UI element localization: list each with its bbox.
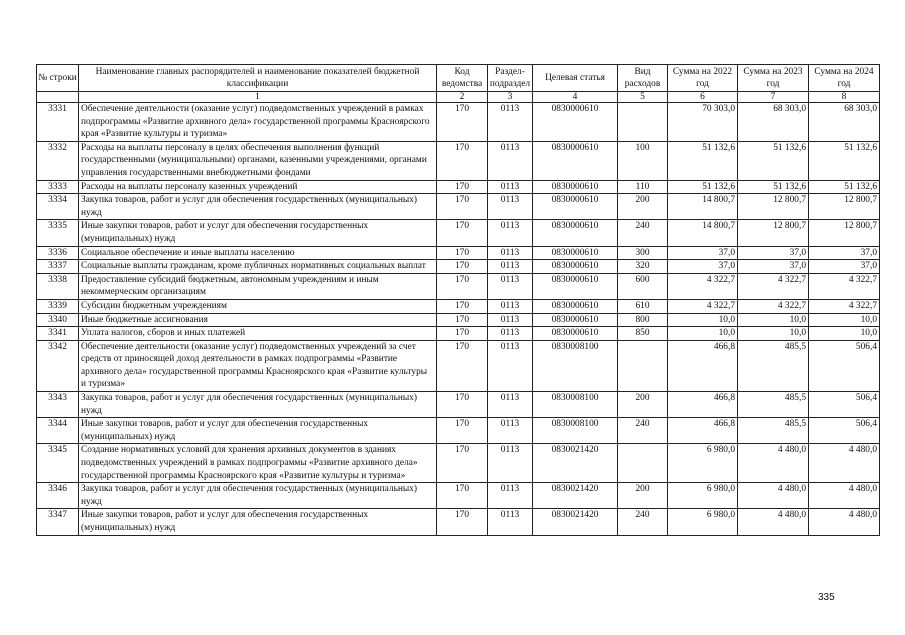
row-sum-2023: 485,5	[738, 418, 809, 444]
page-number: 335	[818, 592, 835, 603]
row-sum-2024: 12 800,7	[809, 194, 880, 220]
row-name: Расходы на выплаты персоналу в целях обеспечения выполнения функций государственными (муниципальными) органами, казенными учреждениями, органами управления государственными внебюджетными фондами	[79, 141, 437, 180]
row-target-article: 0830000610	[533, 327, 618, 341]
row-ved-code: 170	[437, 194, 488, 220]
header-cel: Целевая статья	[533, 65, 618, 92]
row-ved-code: 170	[437, 141, 488, 180]
row-section-code: 0113	[488, 220, 533, 246]
row-sum-2022: 51 132,6	[668, 180, 738, 194]
row-sum-2022: 4 322,7	[668, 273, 738, 299]
row-sum-2024: 10,0	[809, 313, 880, 327]
header-razd: Раздел-подраздел	[488, 65, 533, 92]
row-sum-2022: 10,0	[668, 327, 738, 341]
row-ved-code: 170	[437, 483, 488, 509]
column-number: 1	[79, 92, 437, 103]
row-target-article: 0830000610	[533, 246, 618, 260]
row-sum-2022: 6 980,0	[668, 444, 738, 483]
row-sum-2023: 51 132,6	[738, 180, 809, 194]
row-ved-code: 170	[437, 180, 488, 194]
row-number: 3347	[37, 509, 79, 535]
row-target-article: 0830000610	[533, 141, 618, 180]
row-sum-2024: 4 480,0	[809, 444, 880, 483]
column-number: 7	[738, 92, 809, 103]
row-sum-2022: 37,0	[668, 246, 738, 260]
row-section-code: 0113	[488, 103, 533, 142]
row-sum-2023: 485,5	[738, 392, 809, 418]
column-number	[37, 92, 79, 103]
row-sum-2024: 10,0	[809, 327, 880, 341]
table-row	[37, 418, 880, 444]
row-name: Социальные выплаты гражданам, кроме публичных нормативных социальных выплат	[79, 260, 437, 274]
row-sum-2024: 4 322,7	[809, 299, 880, 313]
table-row	[37, 483, 880, 509]
table-row	[37, 141, 880, 180]
row-sum-2022: 14 800,7	[668, 220, 738, 246]
row-expense-type: 240	[618, 418, 668, 444]
table-body	[37, 103, 880, 536]
table-row	[37, 220, 880, 246]
row-ved-code: 170	[437, 444, 488, 483]
row-sum-2022: 6 980,0	[668, 483, 738, 509]
row-name: Обеспечение деятельности (оказание услуг) подведомственных учреждений за счет средств от приносящей доход деятельности в рамках подпрограммы «Развитие архивного дела» государственной программы Красноярского края «Развитие культуры и туризма»	[79, 340, 437, 391]
row-sum-2022: 466,8	[668, 418, 738, 444]
row-section-code: 0113	[488, 418, 533, 444]
column-number-row	[37, 92, 880, 103]
row-sum-2024: 51 132,6	[809, 180, 880, 194]
row-sum-2022: 466,8	[668, 392, 738, 418]
row-sum-2022: 6 980,0	[668, 509, 738, 535]
row-expense-type: 240	[618, 509, 668, 535]
row-expense-type: 600	[618, 273, 668, 299]
row-number: 3344	[37, 418, 79, 444]
table-row	[37, 194, 880, 220]
row-ved-code: 170	[437, 313, 488, 327]
row-expense-type: 320	[618, 260, 668, 274]
table-row	[37, 103, 880, 142]
row-target-article: 0830021420	[533, 483, 618, 509]
row-ved-code: 170	[437, 103, 488, 142]
row-sum-2023: 12 800,7	[738, 220, 809, 246]
row-expense-type: 300	[618, 246, 668, 260]
row-ved-code: 170	[437, 246, 488, 260]
row-name: Предоставление субсидий бюджетным, автономным учреждениям и иным некоммерческим организациям	[79, 273, 437, 299]
row-sum-2024: 4 480,0	[809, 509, 880, 535]
row-ved-code: 170	[437, 392, 488, 418]
row-sum-2022: 466,8	[668, 340, 738, 391]
row-sum-2022: 10,0	[668, 313, 738, 327]
row-number: 3336	[37, 246, 79, 260]
header-vid: Вид расходов	[618, 65, 668, 92]
column-number: 8	[809, 92, 880, 103]
row-sum-2024: 506,4	[809, 418, 880, 444]
row-expense-type: 100	[618, 141, 668, 180]
row-name: Иные закупки товаров, работ и услуг для обеспечения государственных (муниципальных) нужд	[79, 220, 437, 246]
column-number: 3	[488, 92, 533, 103]
row-name: Создание нормативных условий для хранения архивных документов в зданиях подведомственных учреждений в рамках подпрограммы «Развитие архивного дела» государственной программы Красноярского края «Развитие культуры и туризма»	[79, 444, 437, 483]
row-sum-2024: 37,0	[809, 260, 880, 274]
row-sum-2023: 12 800,7	[738, 194, 809, 220]
row-sum-2023: 4 322,7	[738, 299, 809, 313]
table-header	[37, 65, 880, 103]
row-expense-type: 800	[618, 313, 668, 327]
row-number: 3331	[37, 103, 79, 142]
row-section-code: 0113	[488, 273, 533, 299]
row-target-article: 0830000610	[533, 103, 618, 142]
row-section-code: 0113	[488, 141, 533, 180]
header-sum-2023: Сумма на 2023 год	[738, 65, 809, 92]
row-sum-2023: 10,0	[738, 313, 809, 327]
row-sum-2023: 10,0	[738, 327, 809, 341]
row-sum-2024: 4 480,0	[809, 483, 880, 509]
row-number: 3332	[37, 141, 79, 180]
row-name: Закупка товаров, работ и услуг для обеспечения государственных (муниципальных) нужд	[79, 392, 437, 418]
header-sum-2024: Сумма на 2024 год	[809, 65, 880, 92]
row-sum-2024: 506,4	[809, 392, 880, 418]
row-number: 3333	[37, 180, 79, 194]
row-section-code: 0113	[488, 509, 533, 535]
row-number: 3343	[37, 392, 79, 418]
row-section-code: 0113	[488, 327, 533, 341]
row-name: Социальное обеспечение и иные выплаты населению	[79, 246, 437, 260]
header-row	[37, 65, 880, 92]
table-row	[37, 273, 880, 299]
row-target-article: 0830008100	[533, 392, 618, 418]
column-number: 4	[533, 92, 618, 103]
row-target-article: 0830008100	[533, 418, 618, 444]
row-sum-2022: 37,0	[668, 260, 738, 274]
table-row	[37, 444, 880, 483]
row-expense-type: 110	[618, 180, 668, 194]
table-row	[37, 180, 880, 194]
row-section-code: 0113	[488, 444, 533, 483]
row-target-article: 0830000610	[533, 299, 618, 313]
row-name: Расходы на выплаты персоналу казенных учреждений	[79, 180, 437, 194]
row-section-code: 0113	[488, 260, 533, 274]
table-row	[37, 313, 880, 327]
row-expense-type: 240	[618, 220, 668, 246]
row-target-article: 0830008100	[533, 340, 618, 391]
table-row	[37, 340, 880, 391]
row-name: Иные закупки товаров, работ и услуг для обеспечения государственных (муниципальных) нужд	[79, 509, 437, 535]
row-ved-code: 170	[437, 509, 488, 535]
row-ved-code: 170	[437, 273, 488, 299]
row-sum-2023: 4 480,0	[738, 483, 809, 509]
row-target-article: 0830000610	[533, 313, 618, 327]
row-ved-code: 170	[437, 220, 488, 246]
row-target-article: 0830000610	[533, 180, 618, 194]
row-section-code: 0113	[488, 340, 533, 391]
row-expense-type: 200	[618, 483, 668, 509]
header-sum-2022: Сумма на 2022 год	[668, 65, 738, 92]
row-sum-2024: 37,0	[809, 246, 880, 260]
column-number: 2	[437, 92, 488, 103]
row-number: 3346	[37, 483, 79, 509]
table-row	[37, 509, 880, 535]
row-sum-2024: 68 303,0	[809, 103, 880, 142]
budget-table	[36, 64, 880, 536]
row-sum-2023: 37,0	[738, 260, 809, 274]
row-ved-code: 170	[437, 418, 488, 444]
table-row	[37, 260, 880, 274]
row-number: 3337	[37, 260, 79, 274]
row-section-code: 0113	[488, 299, 533, 313]
row-expense-type: 610	[618, 299, 668, 313]
row-section-code: 0113	[488, 194, 533, 220]
row-sum-2023: 4 480,0	[738, 509, 809, 535]
column-number: 5	[618, 92, 668, 103]
row-sum-2023: 4 480,0	[738, 444, 809, 483]
row-sum-2024: 12 800,7	[809, 220, 880, 246]
row-number: 3340	[37, 313, 79, 327]
row-name: Закупка товаров, работ и услуг для обеспечения государственных (муниципальных) нужд	[79, 194, 437, 220]
row-sum-2023: 37,0	[738, 246, 809, 260]
row-sum-2022: 14 800,7	[668, 194, 738, 220]
row-target-article: 0830021420	[533, 444, 618, 483]
header-name: Наименование главных распорядителей и наименование показателей бюджетной классификации	[79, 65, 437, 92]
table-row	[37, 327, 880, 341]
row-ved-code: 170	[437, 299, 488, 313]
row-section-code: 0113	[488, 313, 533, 327]
row-name: Обеспечение деятельности (оказание услуг) подведомственных учреждений в рамках подпрограммы «Развитие архивного дела» государственной программы Красноярского края «Развитие культуры и туризма»	[79, 103, 437, 142]
row-sum-2024: 506,4	[809, 340, 880, 391]
row-expense-type: 850	[618, 327, 668, 341]
row-sum-2023: 4 322,7	[738, 273, 809, 299]
row-section-code: 0113	[488, 483, 533, 509]
row-expense-type	[618, 444, 668, 483]
row-ved-code: 170	[437, 260, 488, 274]
row-number: 3345	[37, 444, 79, 483]
row-number: 3339	[37, 299, 79, 313]
header-num: № строки	[37, 65, 79, 92]
row-ved-code: 170	[437, 327, 488, 341]
row-name: Закупка товаров, работ и услуг для обеспечения государственных (муниципальных) нужд	[79, 483, 437, 509]
row-number: 3341	[37, 327, 79, 341]
row-name: Иные закупки товаров, работ и услуг для обеспечения государственных (муниципальных) нужд	[79, 418, 437, 444]
table-row	[37, 299, 880, 313]
row-sum-2022: 51 132,6	[668, 141, 738, 180]
row-name: Иные бюджетные ассигнования	[79, 313, 437, 327]
table-row	[37, 246, 880, 260]
row-target-article: 0830000610	[533, 273, 618, 299]
row-sum-2024: 4 322,7	[809, 273, 880, 299]
row-sum-2023: 51 132,6	[738, 141, 809, 180]
row-number: 3342	[37, 340, 79, 391]
row-target-article: 0830021420	[533, 509, 618, 535]
row-name: Субсидии бюджетным учреждениям	[79, 299, 437, 313]
row-number: 3335	[37, 220, 79, 246]
row-section-code: 0113	[488, 180, 533, 194]
row-target-article: 0830000610	[533, 260, 618, 274]
row-sum-2023: 485,5	[738, 340, 809, 391]
row-sum-2022: 4 322,7	[668, 299, 738, 313]
row-ved-code: 170	[437, 340, 488, 391]
row-sum-2022: 70 303,0	[668, 103, 738, 142]
row-sum-2023: 68 303,0	[738, 103, 809, 142]
table-row	[37, 392, 880, 418]
row-expense-type: 200	[618, 392, 668, 418]
row-number: 3334	[37, 194, 79, 220]
header-ved: Код ведомства	[437, 65, 488, 92]
row-expense-type: 200	[618, 194, 668, 220]
column-number: 6	[668, 92, 738, 103]
row-target-article: 0830000610	[533, 194, 618, 220]
row-target-article: 0830000610	[533, 220, 618, 246]
row-number: 3338	[37, 273, 79, 299]
row-section-code: 0113	[488, 392, 533, 418]
row-section-code: 0113	[488, 246, 533, 260]
row-expense-type	[618, 103, 668, 142]
row-expense-type	[618, 340, 668, 391]
row-name: Уплата налогов, сборов и иных платежей	[79, 327, 437, 341]
row-sum-2024: 51 132,6	[809, 141, 880, 180]
